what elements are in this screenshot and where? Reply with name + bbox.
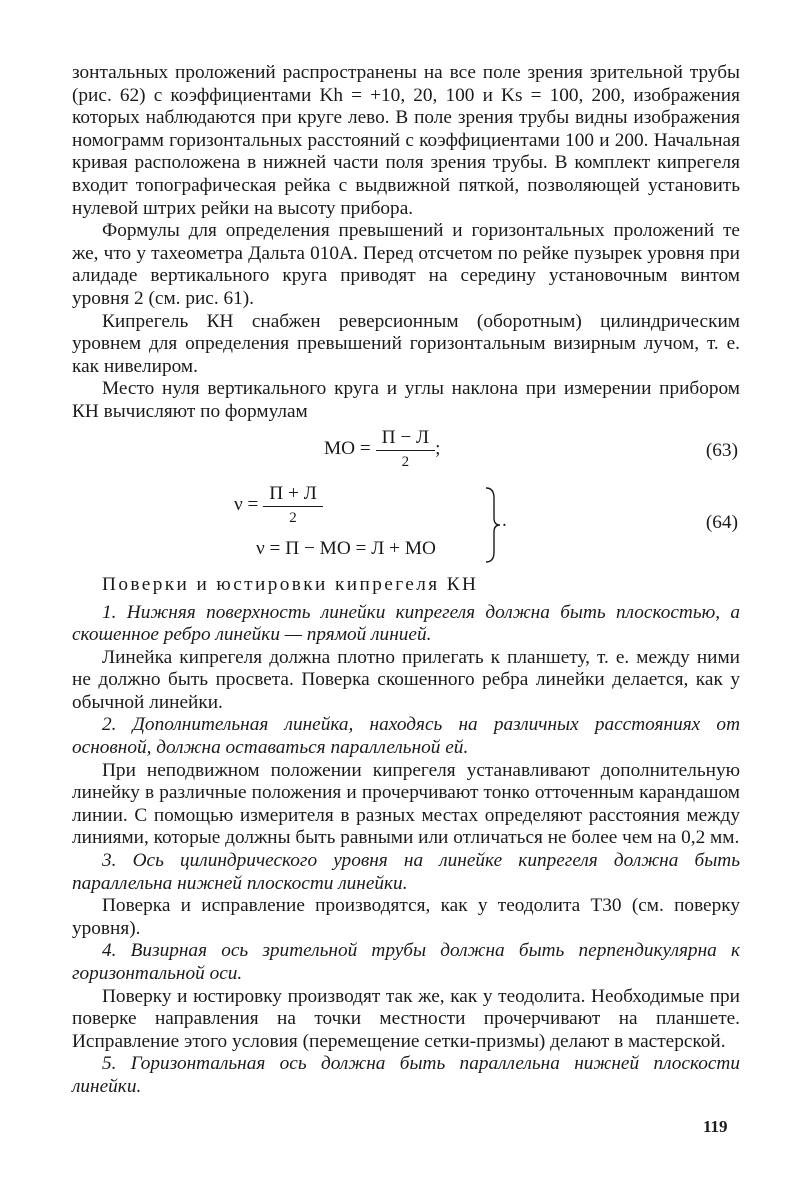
- item-title: 2. Дополнительная линейка, находясь на различных расстояниях от основной, должна оставаться параллельной ей.: [72, 714, 740, 759]
- item-title: 4. Визирная ось зрительной трубы должна быть перпендикулярна к горизонтальной оси.: [72, 940, 740, 984]
- equation-number: (63): [705, 439, 738, 461]
- formula-line: ν = П − МО = Л + МО: [256, 537, 436, 559]
- equation-number: (64): [705, 511, 738, 533]
- section-heading: Поверки и юстировки кипрегеля КН: [102, 573, 479, 595]
- brace-icon: [484, 486, 502, 564]
- formula-lhs: МО =: [324, 437, 371, 459]
- formula-tail: .: [502, 509, 507, 531]
- item-title: 3. Ось цилиндрического уровня на линейке кипрегеля должна быть параллельна нижней плоскости линейки.: [72, 850, 740, 894]
- page-content: [72, 62, 740, 1099]
- item-body: Поверка и исправление производятся, как у теодолита Т30 (см. поверку уровня).: [72, 895, 740, 939]
- paragraph: Кипрегель КН снабжен реверсионным (оборотным) цилиндрическим уровнем для определения превышений горизонтальным визирным лучом, т. е. как нивелиром.: [72, 310, 740, 377]
- numerator: П + Л: [263, 484, 323, 507]
- paragraph: зонтальных проложений распространены на все поле зрения зрительной трубы (рис. 62) с коэффициентами Kh = +10, 20, 100 и Ks = 100, 200, изображения которых наблюдаются при круге лево. В поле зрения трубы видны изображения номограмм горизонтальных расстояний с коэффициентами 100 и 200. Начальная кривая расположена в нижней части поля зрения трубы. В комплект кипрегеля входит топографическая рейка с выдвижной пяткой, позволяющей установить нулевой штрих рейки на высоту прибора.: [72, 62, 740, 219]
- numerator: П − Л: [376, 428, 436, 451]
- page-number: 119: [703, 1117, 728, 1136]
- item-title: 1. Нижняя поверхность линейки кипрегеля должна быть плоскостью, а скошенное ребро линейки — прямой линией.: [72, 601, 740, 646]
- fraction: [376, 428, 436, 471]
- item-title: 5. Горизонтальная ось должна быть параллельна нижней плоскости линейки.: [72, 1053, 740, 1097]
- formula-63: [72, 426, 740, 484]
- item-body: При неподвижном положении кипрегеля устанавливают дополнительную линейку в различные положения и прочерчивают тонко отточенным карандашом линии. С помощью измерителя в разных местах определяют расстояния между линиями, которые должны быть равными или отличаться не более чем на 0,2 мм.: [72, 759, 740, 849]
- item-body: Линейка кипрегеля должна плотно прилегать к планшету, т. е. между ними не должно быть просвета. Поверка скошенного ребра линейки делается, как у обычной линейки.: [72, 646, 740, 713]
- paragraph: Формулы для определения превышений и горизонтальных проложений те же, что у тахеометра Дальта 010А. Перед отсчетом по рейке пузырек уровня при алидаде вертикального круга приводят на середину установочным винтом уровня 2 (см. рис. 61).: [72, 220, 740, 309]
- item-body: Поверку и юстировку производят так же, как у теодолита. Необходимые при поверке направления на точки местности прочерчивают на планшете. Исправление этого условия (перемещение сетки-призмы) делают в мастерской.: [72, 985, 740, 1052]
- paragraph: Место нуля вертикального круга и углы наклона при измерении прибором КН вычисляют по формулам: [72, 378, 740, 422]
- fraction: [263, 484, 323, 527]
- denominator: 2: [401, 453, 410, 470]
- formula-64: [72, 484, 740, 566]
- formula-tail: ;: [435, 437, 441, 459]
- denominator: 2: [289, 509, 297, 526]
- formula-lhs: ν =: [234, 493, 259, 515]
